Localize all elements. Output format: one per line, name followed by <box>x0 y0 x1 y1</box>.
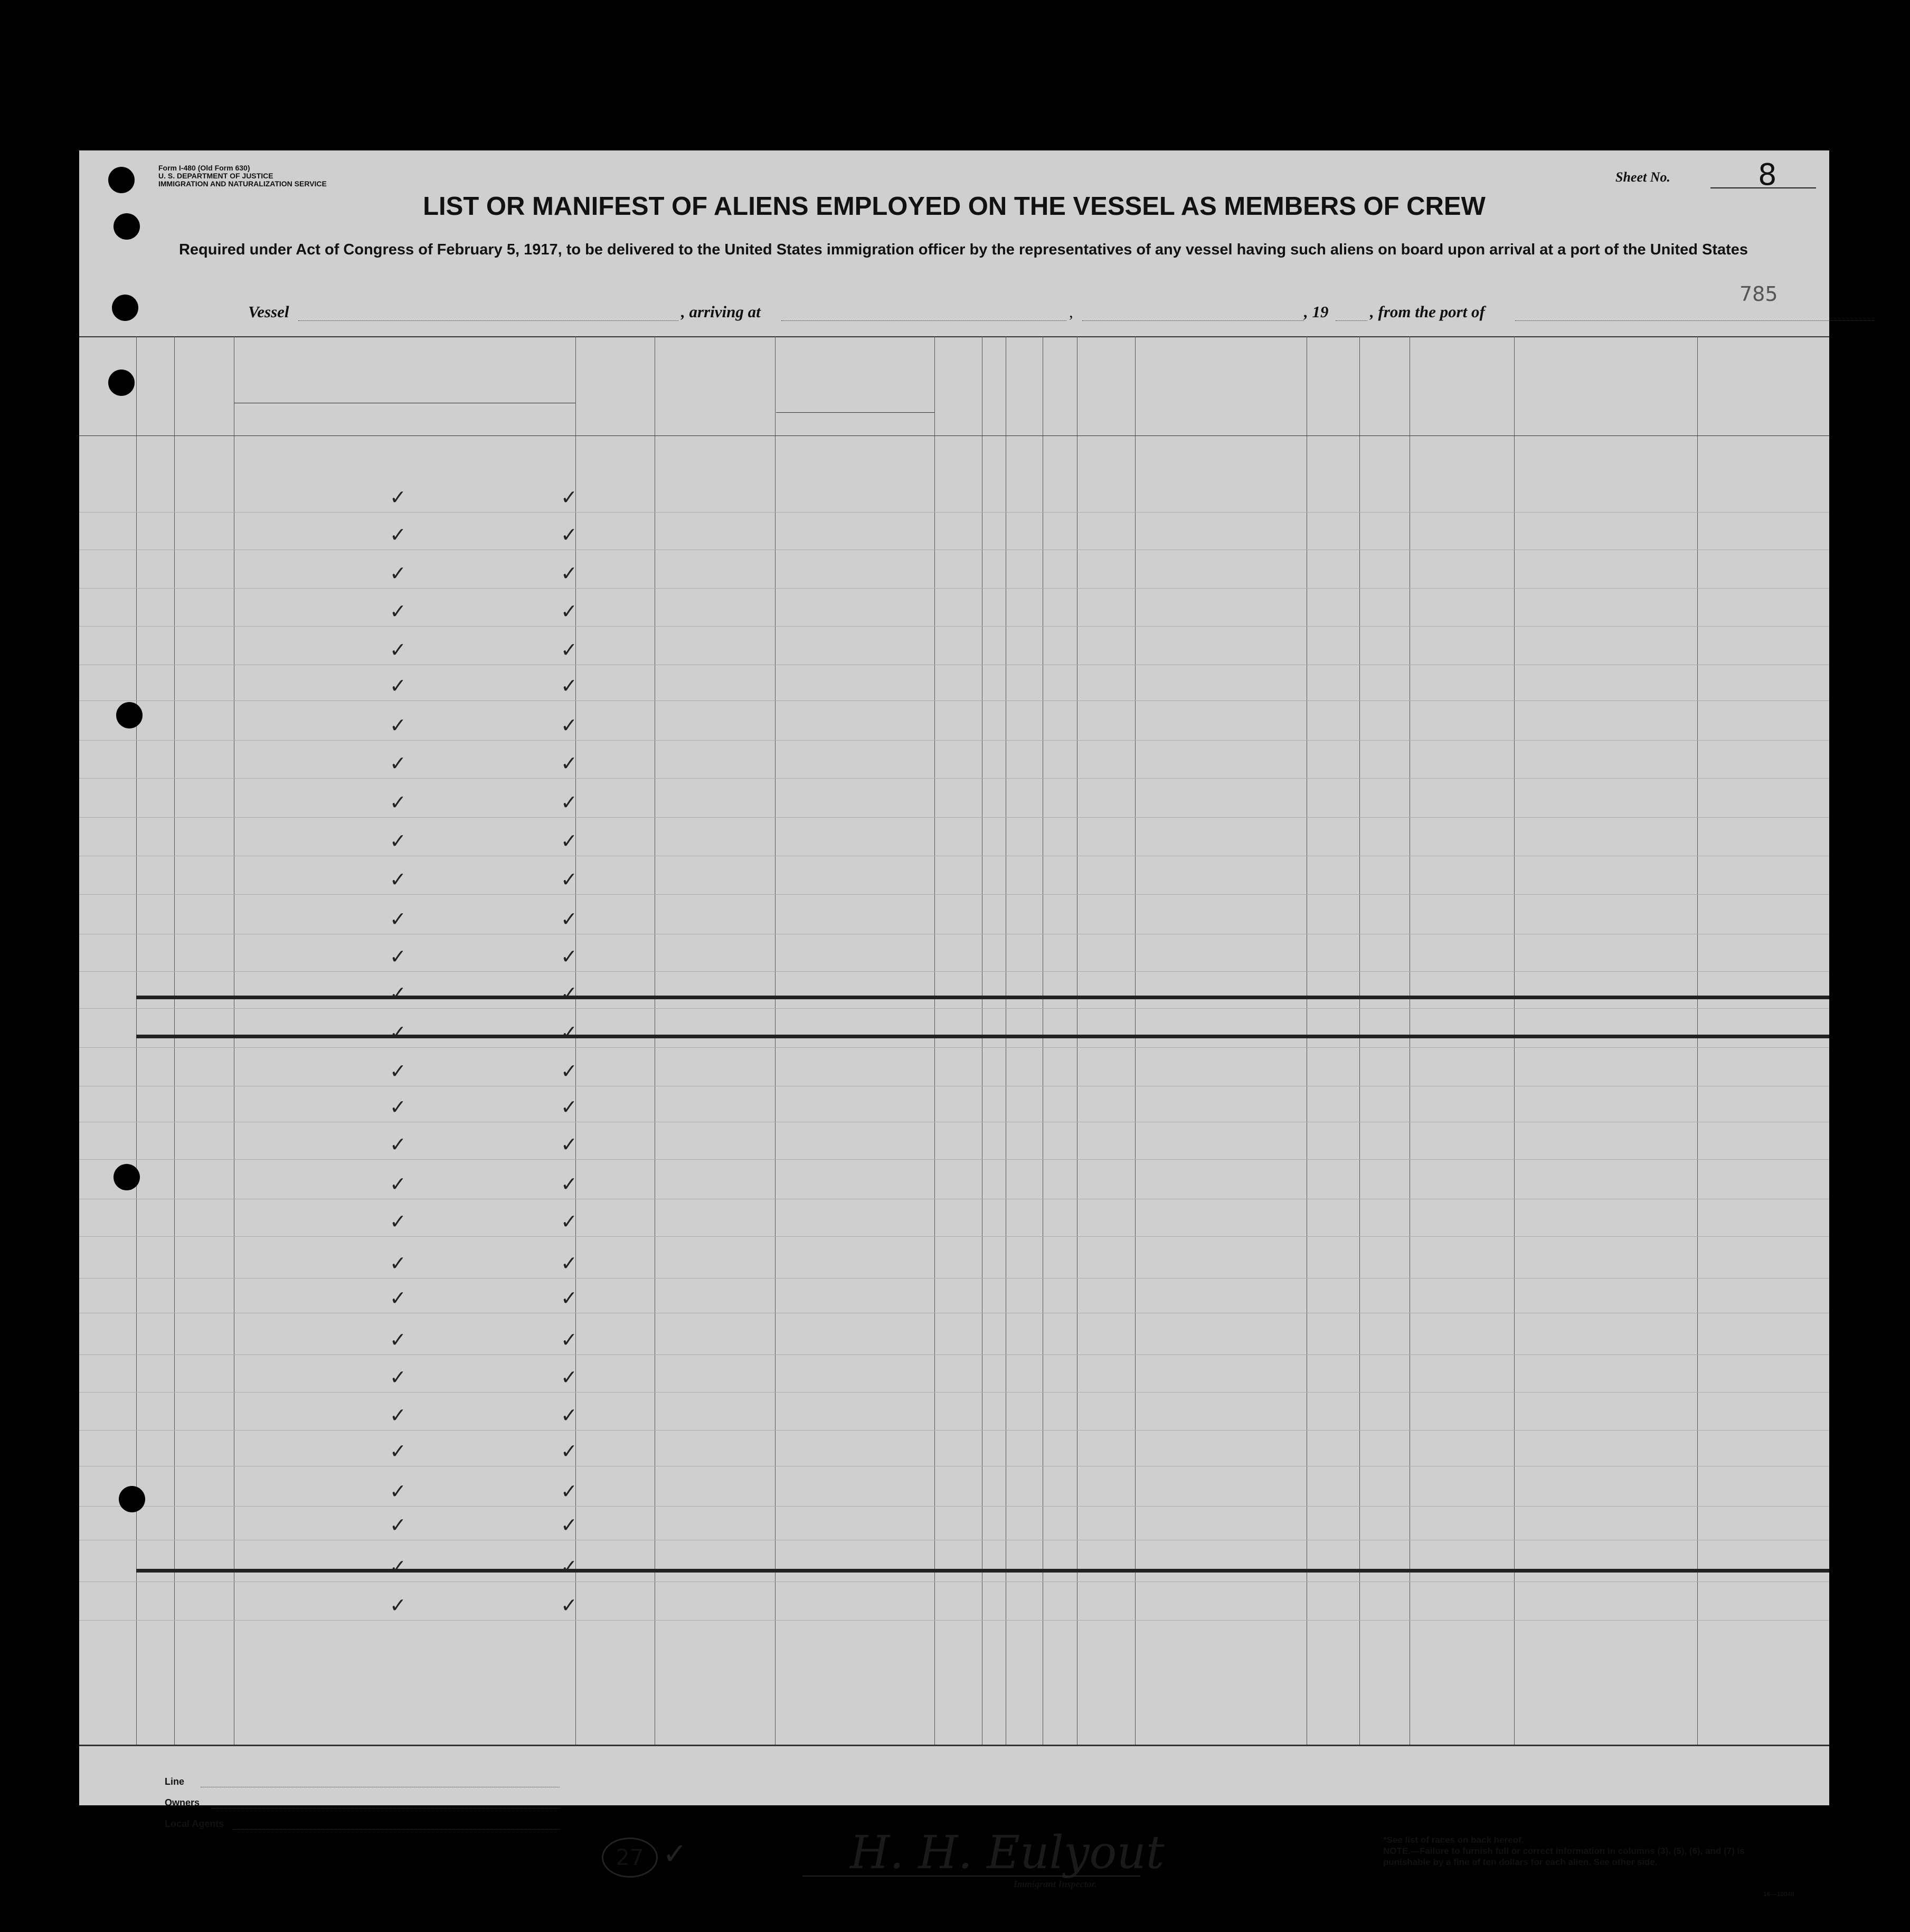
row-rule <box>79 588 1829 589</box>
name-check-icon: ✓ <box>390 1252 406 1275</box>
name-check-icon: ✓ <box>390 486 406 509</box>
name-check-icon: ✓ <box>390 907 406 931</box>
arriving-label: , arriving at <box>681 302 761 321</box>
service-check-icon: ✓ <box>561 829 578 853</box>
name-check-icon: ✓ <box>390 1133 406 1156</box>
year-label: , 19 <box>1304 302 1329 321</box>
service-check-icon: ✓ <box>561 1252 578 1275</box>
service-check-icon: ✓ <box>561 1480 578 1503</box>
name-check-icon: ✓ <box>390 1095 406 1119</box>
service-check-icon: ✓ <box>561 1513 578 1537</box>
vessel-field <box>298 320 678 321</box>
service-check-icon: ✓ <box>561 562 578 585</box>
service-check-icon: ✓ <box>561 752 578 775</box>
name-check-icon: ✓ <box>390 1172 406 1196</box>
form-number: 16—18049 <box>1763 1890 1794 1898</box>
row-rule <box>79 512 1829 513</box>
strike-through-line <box>136 996 1829 999</box>
form-identifier: Form I-480 (Old Form 630) U. S. DEPARTMENT OF JUSTICE IMMIGRATION AND NATURALIZATION SERVICE <box>158 164 327 188</box>
name-check-icon: ✓ <box>390 1439 406 1463</box>
inspector-signature: H. H. Eulyout <box>850 1826 1165 1879</box>
page-subtitle: Required under Act of Congress of February 5, 1917, to be delivered to the United States immigration officer by the representatives of any vessel having such aliens on board upon arrival at a port of the United States <box>178 241 1748 258</box>
name-check-icon: ✓ <box>390 1480 406 1503</box>
row-rule <box>79 971 1829 972</box>
column-divider <box>136 336 137 1745</box>
service-check-icon: ✓ <box>561 1328 578 1351</box>
name-check-icon: ✓ <box>390 674 406 697</box>
name-check-icon: ✓ <box>390 638 406 661</box>
name-check-icon: ✓ <box>390 1210 406 1233</box>
service-check-icon: ✓ <box>561 1021 578 1044</box>
owners-label: Owners <box>165 1797 200 1808</box>
binder-hole <box>114 213 140 240</box>
header-bottom-rule <box>79 435 1829 436</box>
page-title: LIST OR MANIFEST OF ALIENS EMPLOYED ON THE VESSEL AS MEMBERS OF CREW <box>423 192 1486 221</box>
row-rule <box>79 1236 1829 1237</box>
row-rule <box>79 740 1829 741</box>
name-check-icon: ✓ <box>390 562 406 585</box>
binder-hole <box>116 702 143 728</box>
name-check-icon: ✓ <box>390 1059 406 1083</box>
sheet-number-line <box>1710 187 1816 188</box>
local-agents-field <box>232 1829 560 1830</box>
service-check-icon: ✓ <box>561 791 578 814</box>
column-divider <box>1514 336 1515 1745</box>
row-rule <box>79 1620 1829 1621</box>
service-check-icon: ✓ <box>561 714 578 737</box>
name-check-icon: ✓ <box>390 1286 406 1310</box>
service-check-icon: ✓ <box>561 486 578 509</box>
service-check-icon: ✓ <box>561 1404 578 1427</box>
service-check-icon: ✓ <box>561 1095 578 1119</box>
column-divider <box>775 336 776 1745</box>
service-check-icon: ✓ <box>561 674 578 697</box>
row-rule <box>79 1506 1829 1507</box>
name-check-icon: ✓ <box>390 600 406 623</box>
row-rule <box>79 778 1829 779</box>
service-check-icon: ✓ <box>561 600 578 623</box>
row-rule <box>79 1159 1829 1160</box>
name-check-icon: ✓ <box>390 868 406 891</box>
name-check-icon: ✓ <box>390 1021 406 1044</box>
strike-through-line <box>136 1569 1829 1573</box>
name-check-icon: ✓ <box>390 523 406 546</box>
service-check-icon: ✓ <box>561 1059 578 1083</box>
service-check-icon: ✓ <box>561 1133 578 1156</box>
binder-hole <box>119 1486 145 1512</box>
shipped-group-rule <box>776 412 934 413</box>
sheet-number-label: Sheet No. <box>1615 169 1670 185</box>
strike-through-line <box>136 1035 1829 1038</box>
service-check-icon: ✓ <box>561 1555 578 1578</box>
column-divider <box>1697 336 1698 1745</box>
row-rule <box>79 1008 1829 1009</box>
signature-line <box>802 1876 1140 1877</box>
service-check-icon: ✓ <box>561 1172 578 1196</box>
footer-rule <box>79 1745 1829 1746</box>
binder-hole <box>114 1164 140 1190</box>
from-port-label: , from the port of <box>1370 302 1485 321</box>
name-check-icon: ✓ <box>390 1404 406 1427</box>
column-divider <box>934 336 935 1745</box>
row-rule <box>79 1430 1829 1431</box>
footer-note: *See list of races on back hereof. NOTE.—Failure to furnish full or correct information in columns (3), (5), (6), and (7) is punishable by a fine of ten dollars for each alien. See other side. <box>1383 1835 1745 1867</box>
row-rule <box>79 1392 1829 1393</box>
manifest-sheet <box>79 150 1829 1898</box>
corner-number: 785 <box>1739 282 1778 306</box>
service-check-icon: ✓ <box>561 945 578 968</box>
arriving-field <box>781 320 1066 321</box>
row-rule <box>79 1581 1829 1582</box>
row-rule <box>79 894 1829 895</box>
row-rule <box>79 626 1829 627</box>
name-check-icon: ✓ <box>390 982 406 1005</box>
name-check-icon: ✓ <box>390 1366 406 1389</box>
name-check-icon: ✓ <box>390 1513 406 1537</box>
line-label: Line <box>165 1776 185 1787</box>
row-rule <box>79 817 1829 818</box>
service-check-icon: ✓ <box>561 982 578 1005</box>
service-check-icon: ✓ <box>561 868 578 891</box>
name-check-icon: ✓ <box>390 752 406 775</box>
service-check-icon: ✓ <box>561 1210 578 1233</box>
service-check-icon: ✓ <box>561 1594 578 1617</box>
row-rule <box>79 1047 1829 1048</box>
service-check-icon: ✓ <box>561 523 578 546</box>
name-check-icon: ✓ <box>390 791 406 814</box>
from-port-field <box>1515 320 1874 321</box>
name-check-icon: ✓ <box>390 829 406 853</box>
year-field <box>1336 320 1367 321</box>
inspector-label: Immigrant Inspector. <box>1014 1879 1098 1889</box>
name-check-icon: ✓ <box>390 714 406 737</box>
binder-hole <box>112 295 138 321</box>
row-rule <box>79 700 1829 701</box>
service-check-icon: ✓ <box>561 907 578 931</box>
name-check-icon: ✓ <box>390 1594 406 1617</box>
name-check-icon: ✓ <box>390 945 406 968</box>
vessel-label: Vessel <box>248 302 289 321</box>
binder-hole <box>108 370 135 396</box>
count-circle: 27 <box>602 1838 658 1878</box>
count-check-icon: ✓ <box>663 1837 687 1871</box>
sheet-number-value: 8 <box>1758 158 1777 192</box>
header-top-rule <box>79 336 1829 337</box>
service-check-icon: ✓ <box>561 1439 578 1463</box>
name-check-icon: ✓ <box>390 1328 406 1351</box>
column-divider <box>1135 336 1136 1745</box>
service-check-icon: ✓ <box>561 1286 578 1310</box>
service-check-icon: ✓ <box>561 638 578 661</box>
name-check-icon: ✓ <box>390 1555 406 1578</box>
vessel-info-row: Vessel , arriving at , , 19 , from the port of <box>248 302 1753 324</box>
column-divider <box>174 336 175 1745</box>
column-divider <box>1359 336 1360 1745</box>
binder-hole <box>108 167 135 193</box>
local-agents-label: Local Agents <box>165 1819 224 1829</box>
date-field <box>1082 320 1304 321</box>
service-check-icon: ✓ <box>561 1366 578 1389</box>
